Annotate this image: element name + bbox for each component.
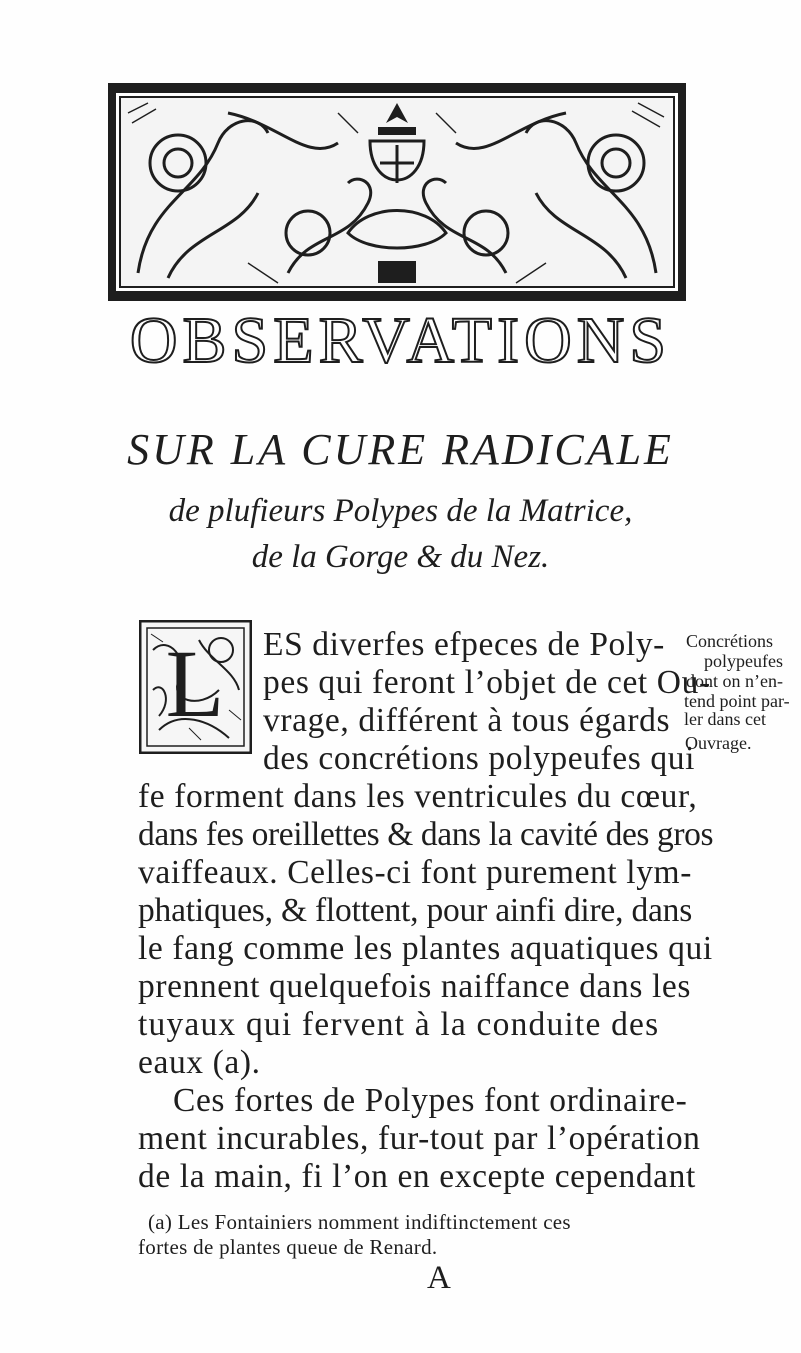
drop-cap-letter: L (165, 630, 225, 737)
signature-mark: A (427, 1260, 451, 1296)
body-line: phatiques, & flottent, pour ainfi dire, dans (138, 892, 693, 929)
margin-note-line: Ouvrage. (685, 733, 752, 753)
body-line: des concrétions polypeufes qui (263, 740, 695, 777)
body-line: Ces fortes de Polypes font ordinaire- (173, 1082, 688, 1119)
page-subtitle-line-2: de plufieurs Polypes de la Matrice, (168, 493, 633, 529)
body-line: tuyaux qui fervent à la conduite des (138, 1006, 660, 1043)
footnote-line: (a) Les Fontainiers nomment indiftinctement ces (148, 1210, 571, 1234)
margin-note-line: Concrétions (686, 631, 773, 651)
body-line: pes qui feront l’objet de cet Ou- (263, 664, 711, 701)
page-title: OBSERVATIONS (129, 304, 672, 377)
page-subtitle-line-3: de la Gorge & du Nez. (251, 539, 550, 575)
body-line: fe forment dans les ventricules du cœur, (138, 778, 698, 815)
margin-note-line: dont on n’en- (686, 671, 783, 691)
margin-note-line: ler dans cet (684, 709, 766, 729)
body-line: prennent quelquefois naiffance dans les (138, 968, 692, 1005)
decorated-initial-l (139, 620, 252, 754)
body-line: de la main, fi l’on en excepte cependant (138, 1158, 696, 1195)
body-line: ment incurables, fur-tout par l’opération (138, 1120, 701, 1157)
body-line: eaux (a). (138, 1044, 261, 1081)
body-line: vrage, différent à tous égards (263, 702, 671, 739)
body-line: dans fes oreillettes & dans la cavité des gros (138, 816, 714, 853)
margin-note-line: tend point par- (684, 691, 790, 711)
body-line: le fang comme les plantes aquatiques qui (138, 930, 713, 967)
footnote-line: fortes de plantes queue de Renard. (138, 1235, 438, 1259)
margin-note-line: polypeufes (704, 651, 783, 671)
page-subtitle: SUR LA CURE RADICALE (127, 425, 674, 474)
body-line: ES diverfes efpeces de Poly- (263, 626, 665, 663)
ornamental-headpiece (108, 83, 686, 301)
body-line: vaiffeaux. Celles-ci font purement lym- (138, 854, 692, 891)
